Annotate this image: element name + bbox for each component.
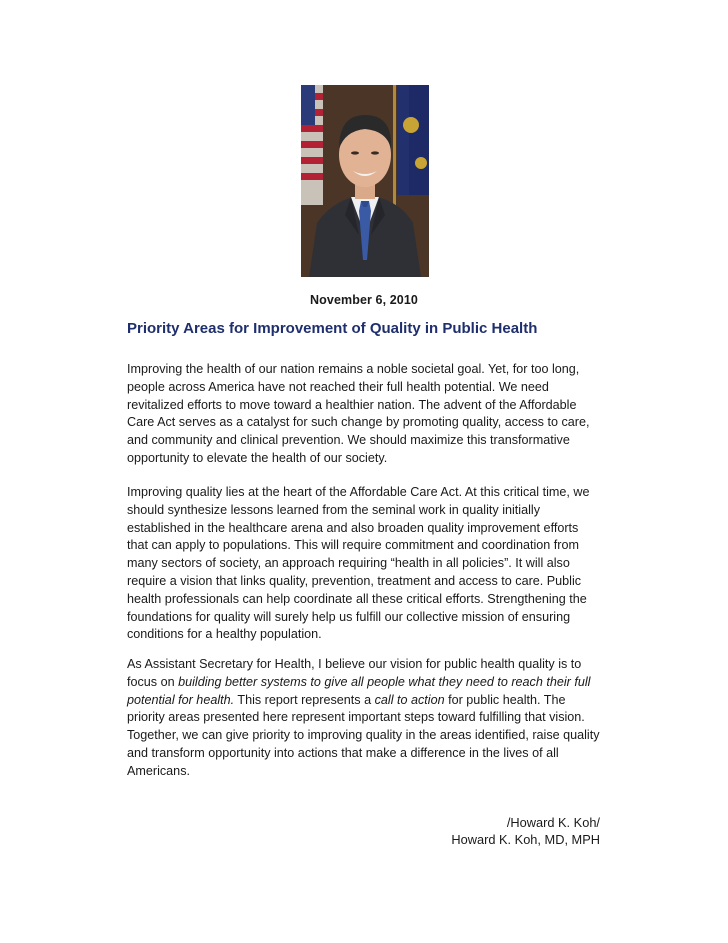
paragraph-3-emphasis-1: building better systems to give all people what they need to reach their full potential for health.: [127, 674, 591, 707]
portrait-photo: [301, 85, 429, 277]
signature-line: /Howard K. Koh/: [506, 815, 600, 830]
paragraph-3-text-2: This report represents a: [234, 692, 375, 707]
paragraph-2: Improving quality lies at the heart of the Affordable Care Act. At this critical time, we should synthesize lessons learned from the seminal work in quality initially established in the healthcare arena and also broaden quality improvement efforts that can apply to populations. This will require commitment and coordination from many sectors of society, an approach requiring “health in all policies”. It will also require a vision that links quality, prevention, treatment and access to care. Public health professionals can help coordinate all these critical efforts. Strengthening the foundations for quality will surely help us fulfill our collective mission of ensuring conditions for a healthy population.: [127, 485, 590, 642]
paragraph-3: [127, 656, 602, 781]
letter-title: Priority Areas for Improvement of Quality in Public Health: [127, 320, 538, 337]
letter-date: November 6, 2010: [310, 293, 418, 307]
paragraph-3-text-1: As Assistant Secretary for Health, I believe our vision for public health quality is to focus on: [127, 657, 582, 689]
signature-name: Howard K. Koh, MD, MPH: [451, 832, 600, 847]
paragraph-1: Improving the health of our nation remains a noble societal goal. Yet, for too long, people across America have not reached their full health potential. We need revitalized efforts to move toward a healthier nation. The advent of the Affordable Care Act serves as a catalyst for such change by promoting quality, access to care, and community and clinical prevention. We should maximize this transformative opportunity to elevate the health of our society.: [127, 362, 590, 465]
paragraph-3-text-3: for public health. The priority areas presented here represent important steps toward fulfilling that vision. Together, we can give priority to improving quality in the areas identified, raise quality and transform opportunity into actions that make a difference in the lives of all Americans.: [127, 692, 600, 778]
paragraph-3-emphasis-2: call to action: [374, 692, 445, 707]
